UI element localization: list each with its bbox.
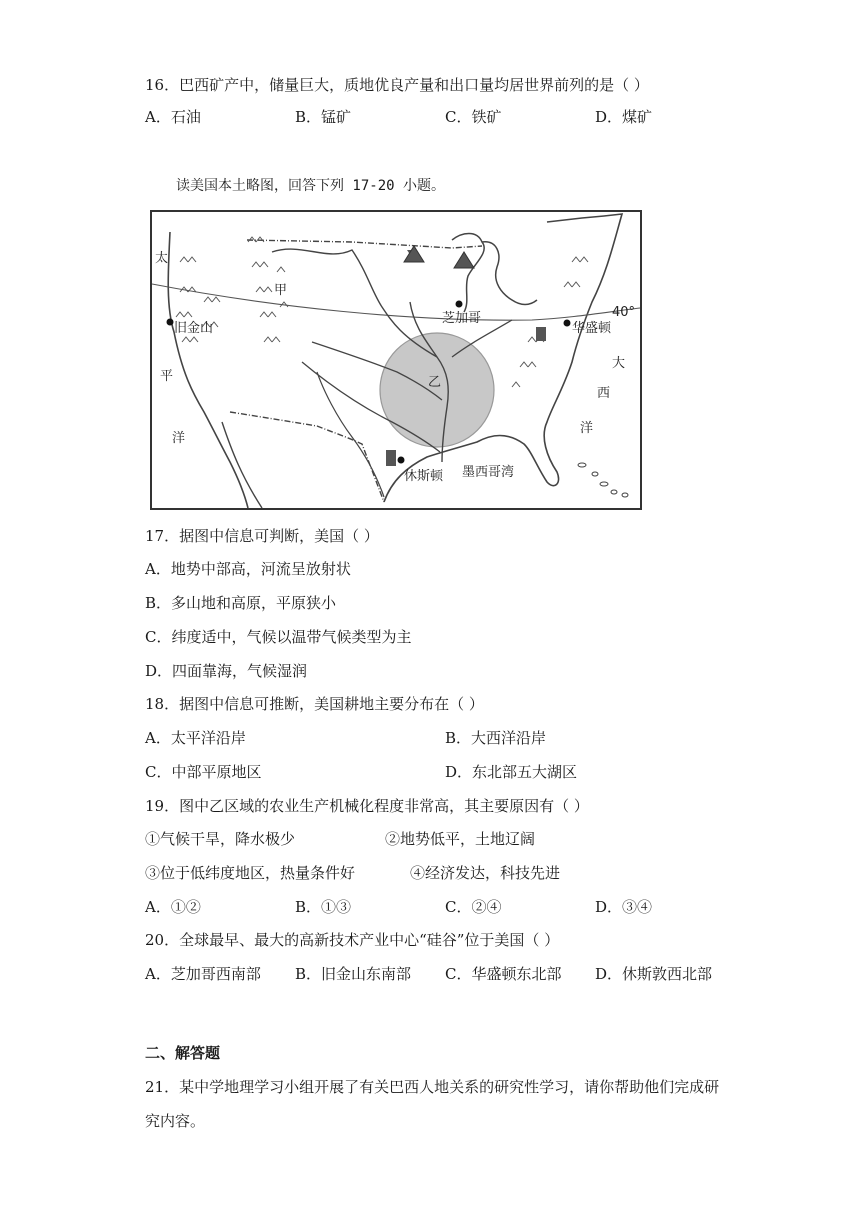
northern-border xyxy=(247,240,482,248)
city-dot-washington xyxy=(564,320,571,327)
q18-option-a: A．太平洋沿岸 xyxy=(145,729,246,747)
industry-symbol-washington xyxy=(536,327,546,341)
q16-option-a: A．石油 xyxy=(145,108,201,126)
city-dot-houston xyxy=(398,457,405,464)
q16-option-c: C．铁矿 xyxy=(445,108,502,126)
q18-option-b: B．大西洋沿岸 xyxy=(445,729,547,747)
q17-option-c: C．纬度适中，气候以温带气候类型为主 xyxy=(145,628,412,646)
label-atlantic-1: 大 xyxy=(612,356,626,371)
label-atlantic-2: 西 xyxy=(597,386,611,401)
baja-coast xyxy=(222,422,262,508)
question-19-stem: 19．图中乙区域的农业生产机械化程度非常高，其主要原因有（ ） xyxy=(145,797,589,815)
region-yi-circle xyxy=(380,333,494,447)
q19-option-d: D．③④ xyxy=(595,898,653,916)
label-chicago: 芝加哥 xyxy=(442,311,482,326)
label-jia: 甲 xyxy=(274,283,288,298)
caribbean-islands xyxy=(578,463,628,497)
q19-statement-4: ④经济发达，科技先进 xyxy=(410,864,561,882)
question-21-line-1: 21．某中学地理学习小组开展了有关巴西人地关系的研究性学习，请你帮助他们完成研 xyxy=(145,1078,720,1096)
label-yi: 乙 xyxy=(428,375,442,390)
q18-option-c: C．中部平原地区 xyxy=(145,763,262,781)
question-21-line-2: 究内容。 xyxy=(145,1112,206,1130)
label-pacific-3: 洋 xyxy=(172,431,186,446)
question-16-stem: 16．巴西矿产中，储量巨大，质地优良产量和出口量均居世界前列的是（ ） xyxy=(145,76,649,94)
label-washington: 华盛顿 xyxy=(572,321,612,336)
latitude-40-line xyxy=(152,284,640,320)
q19-option-c: C．②④ xyxy=(445,898,502,916)
q17-option-b: B．多山地和高原，平原狭小 xyxy=(145,594,337,612)
q19-statement-3: ③位于低纬度地区，热量条件好 xyxy=(145,864,356,882)
question-17-stem: 17．据图中信息可判断，美国（ ） xyxy=(145,527,379,545)
rio-grande xyxy=(317,372,384,497)
label-atlantic-3: 洋 xyxy=(580,421,594,436)
q18-option-d: D．东北部五大湖区 xyxy=(445,763,578,781)
mine-triangle-1 xyxy=(404,246,424,262)
label-latitude-40: 40° xyxy=(612,305,636,320)
great-lakes xyxy=(452,234,537,313)
question-18-stem: 18．据图中信息可推断，美国耕地主要分布在（ ） xyxy=(145,695,484,713)
map-intro-text: 读美国本土略图，回答下列 17-20 小题。 xyxy=(176,178,446,194)
q16-option-b: B．锰矿 xyxy=(295,108,352,126)
q19-option-a: A．①② xyxy=(145,898,201,916)
q19-statement-2: ②地势低平，土地辽阔 xyxy=(385,830,536,848)
usa-map xyxy=(150,210,642,510)
question-20-stem: 20．全球最早、最大的高新技术产业中心“硅谷”位于美国（ ） xyxy=(145,931,560,949)
q20-option-b: B．旧金山东南部 xyxy=(295,965,412,983)
missouri-river xyxy=(272,249,437,357)
mine-triangle-2 xyxy=(454,252,474,268)
west-coastline xyxy=(168,232,248,508)
southern-border xyxy=(230,412,384,502)
q20-option-a: A．芝加哥西南部 xyxy=(145,965,261,983)
q20-option-c: C．华盛顿东北部 xyxy=(445,965,562,983)
section-2-title: 二、解答题 xyxy=(145,1044,221,1062)
label-pacific-2: 平 xyxy=(160,369,174,384)
q16-option-d: D．煤矿 xyxy=(595,108,653,126)
oil-symbol-houston xyxy=(386,450,396,466)
q19-option-b: B．①③ xyxy=(295,898,352,916)
city-dot-chicago xyxy=(456,301,463,308)
q19-statement-1: ①气候干旱，降水极少 xyxy=(145,830,296,848)
q17-option-d: D．四面靠海，气候湿润 xyxy=(145,662,308,680)
label-gulf-of-mexico: 墨西哥湾 xyxy=(462,465,515,480)
label-houston: 休斯顿 xyxy=(404,469,444,484)
label-pacific-1: 太 xyxy=(155,251,169,266)
usa-map-drawing xyxy=(152,212,640,508)
city-dot-san-francisco xyxy=(167,319,174,326)
q20-option-d: D．休斯敦西北部 xyxy=(595,965,713,983)
label-san-francisco: 旧金山 xyxy=(174,321,214,336)
q17-option-a: A．地势中部高，河流呈放射状 xyxy=(145,560,351,578)
